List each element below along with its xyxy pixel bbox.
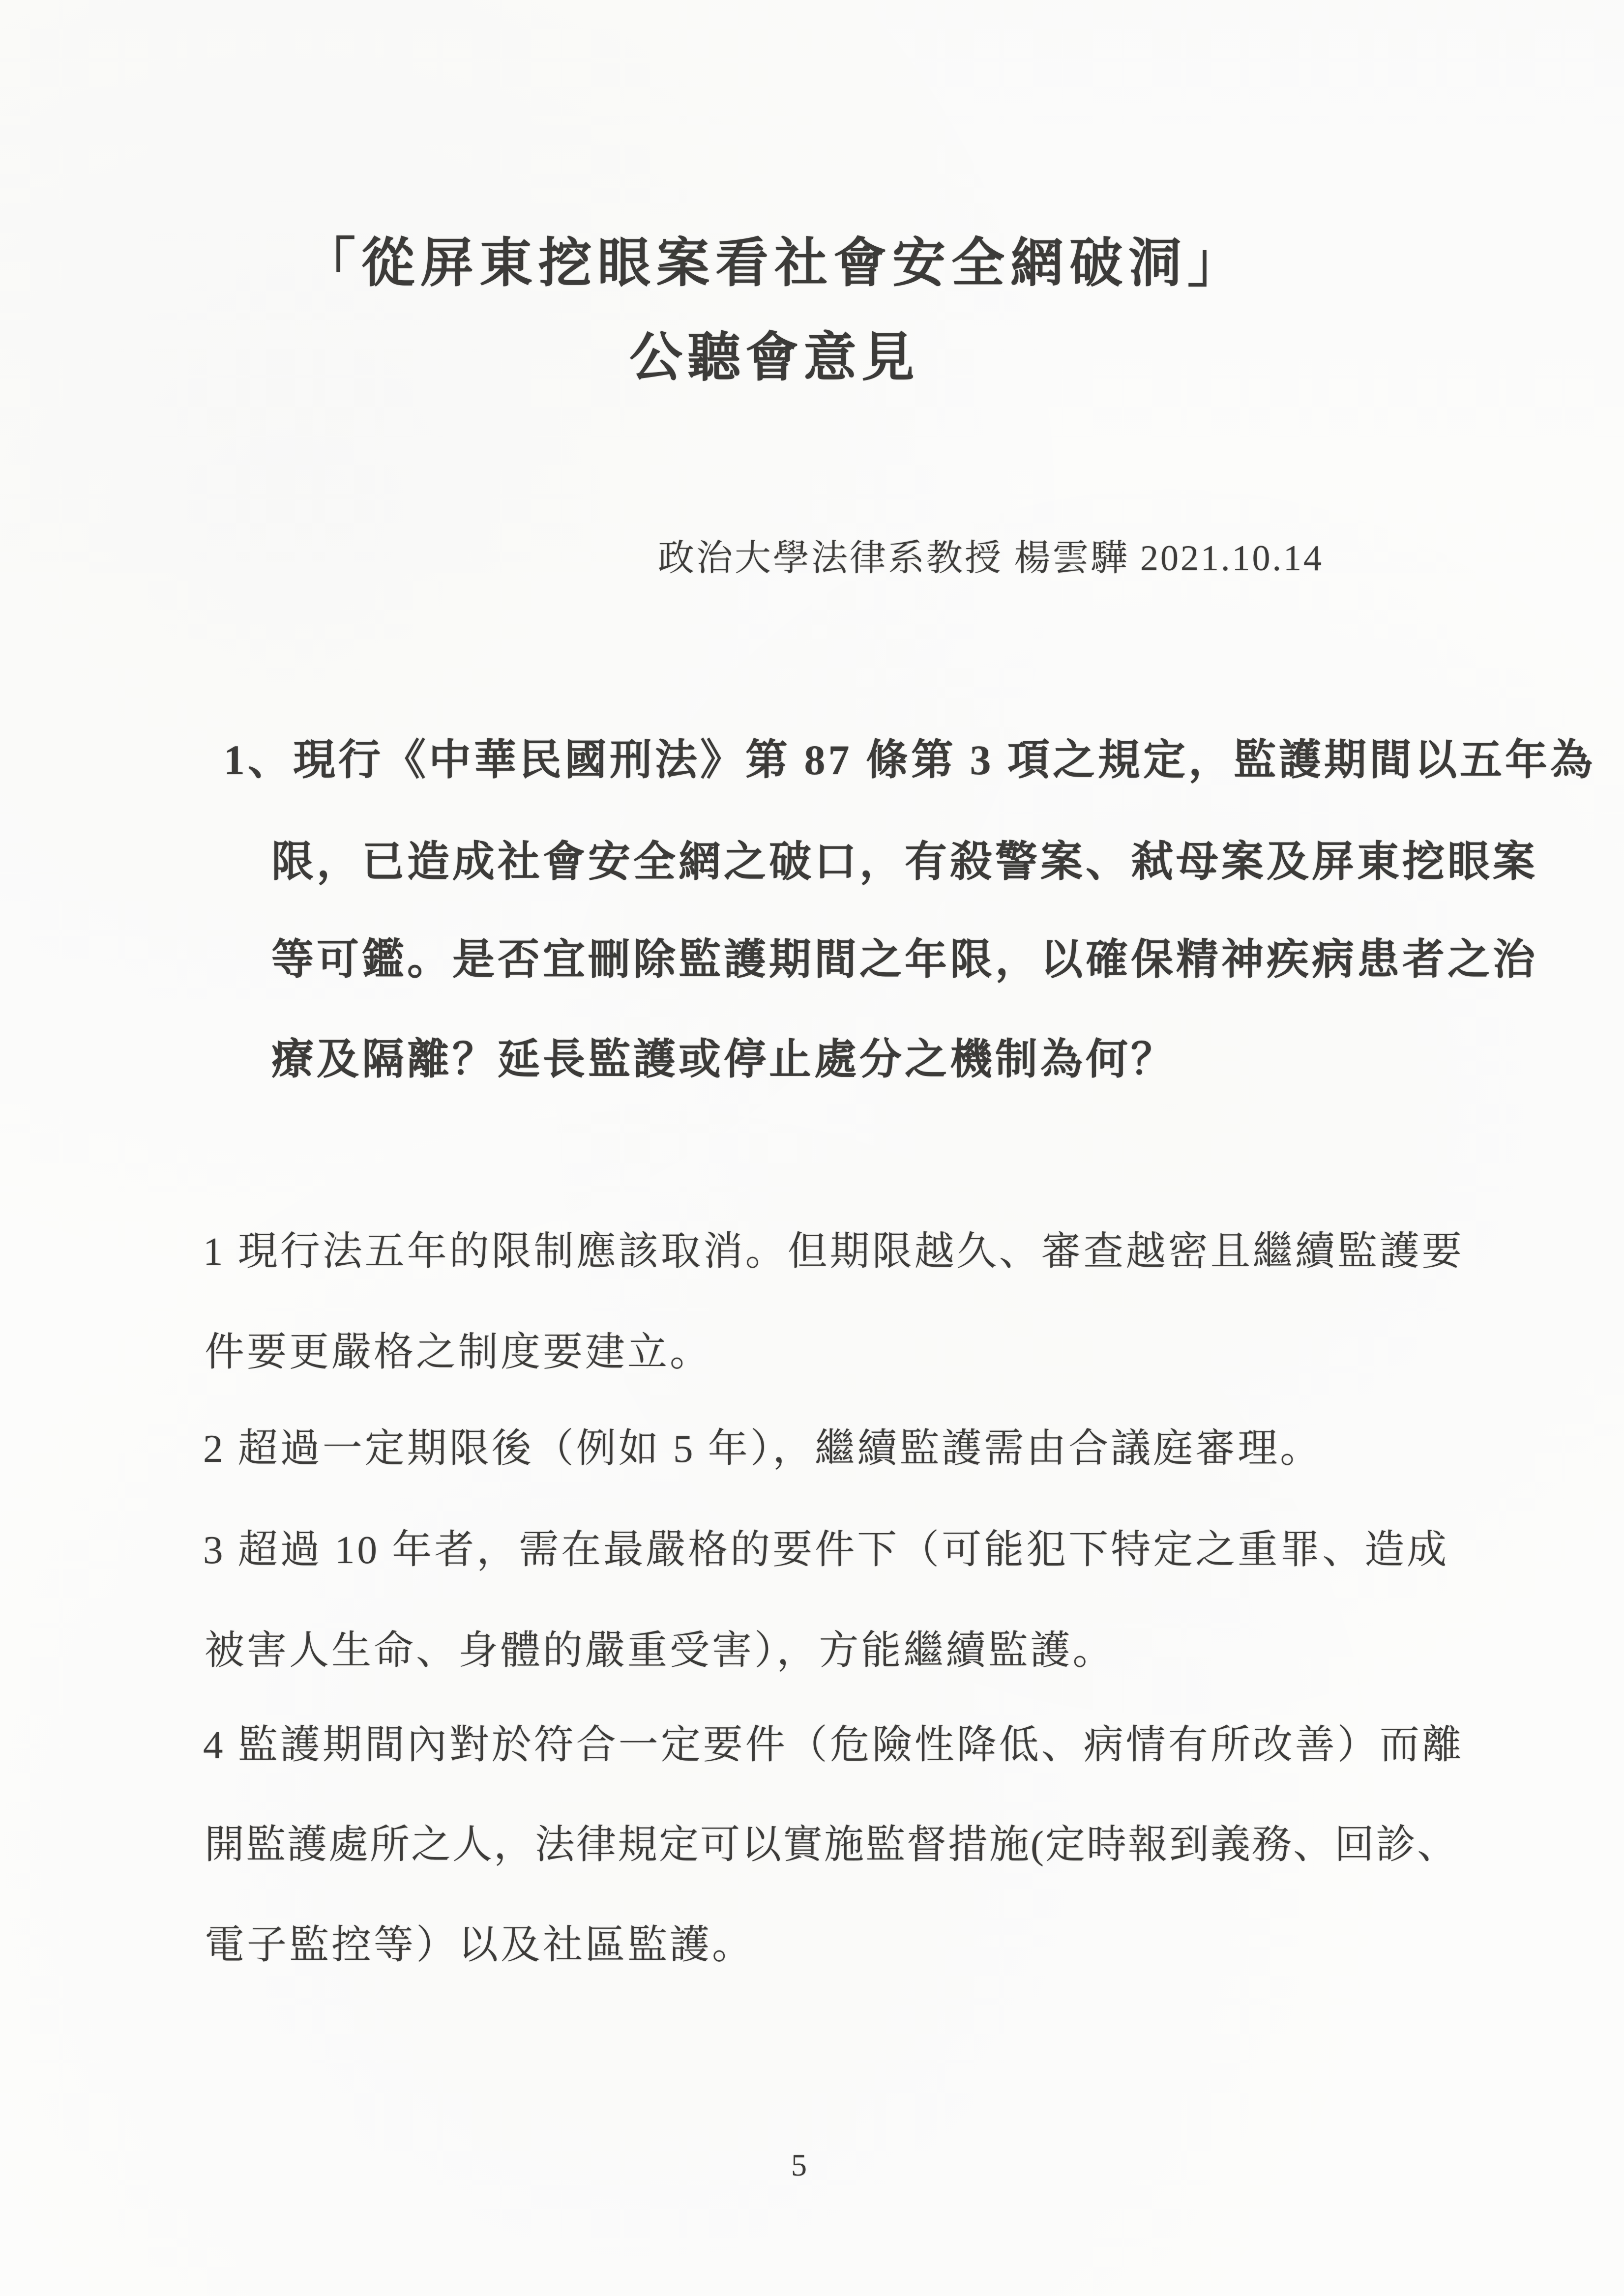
opinion-line: 1 現行法五年的限制應該取消。但期限越久、審查越密且繼續監護要 xyxy=(203,1229,1464,1274)
opinion-line: 4 監護期間內對於符合一定要件（危險性降低、病情有所改善）而離 xyxy=(203,1723,1464,1767)
page-number: 5 xyxy=(791,2148,807,2182)
question-line: 限，已造成社會安全網之破口，有殺警案、弒母案及屏東挖眼案 xyxy=(271,838,1538,885)
question-line: 等可鑑。是否宜刪除監護期間之年限，以確保精神疾病患者之治 xyxy=(271,936,1538,983)
opinion-line: 開監護處所之人，法律規定可以實施監督措施(定時報到義務、回診、 xyxy=(205,1823,1458,1867)
opinion-line: 被害人生命、身體的嚴重受害），方能繼續監護。 xyxy=(205,1628,1115,1673)
author-byline: 政治大學法律系教授 楊雲驊 2021.10.14 xyxy=(658,538,1324,579)
opinion-line: 2 超過一定期限後（例如 5 年），繼續監護需由合議庭審理。 xyxy=(203,1426,1323,1471)
opinion-line: 電子監控等）以及社區監護。 xyxy=(205,1923,755,1967)
document-title: 「從屏東挖眼案看社會安全網破洞」 xyxy=(302,234,1246,293)
document-subtitle: 公聽會意見 xyxy=(629,329,919,387)
question-line: 療及隔離？延長監護或停止處分之機制為何？ xyxy=(271,1036,1176,1083)
opinion-line: 3 超過 10 年者，需在最嚴格的要件下（可能犯下特定之重罪、造成 xyxy=(203,1528,1449,1572)
question-line: 1、現行《中華民國刑法》第 87 條第 3 項之規定，監護期間以五年為 xyxy=(224,736,1595,784)
opinion-line: 件要更嚴格之制度要建立。 xyxy=(205,1330,712,1374)
